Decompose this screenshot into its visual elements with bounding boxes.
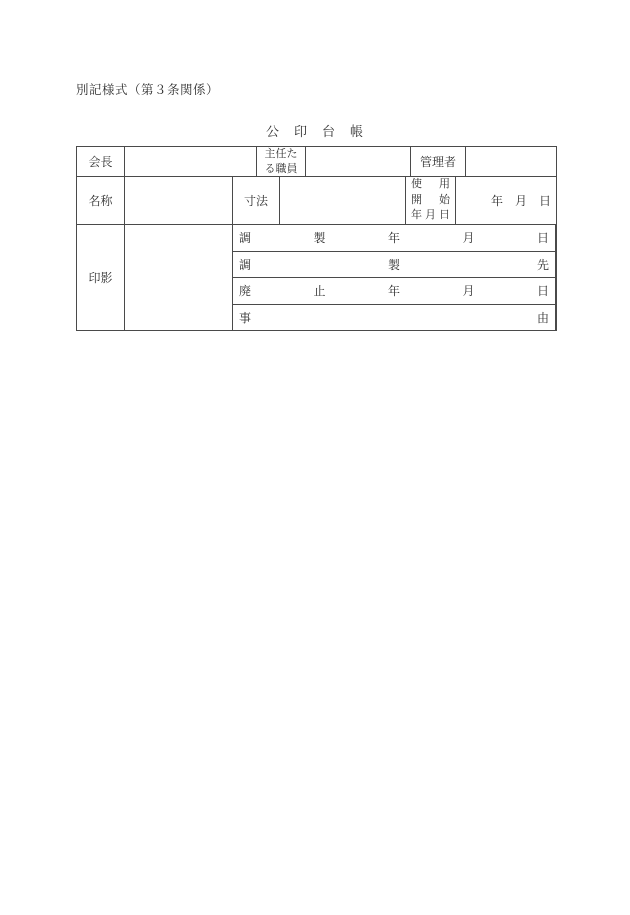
- manager-label-cell: 管理者: [411, 147, 466, 176]
- use-start-date-label-cell: [406, 177, 456, 224]
- use-start-label-line1: 使 用: [411, 178, 450, 191]
- chief-staff-value-cell: [306, 147, 411, 176]
- chief-staff-label-line2: る職員: [264, 162, 298, 175]
- use-start-date-value-cell: 年 月 日: [490, 194, 551, 208]
- chief-staff-label-line1: 主任た: [264, 148, 298, 161]
- seal-detail-column: [233, 225, 556, 330]
- header-row: [77, 147, 556, 177]
- document-title: 公 印 台 帳: [265, 124, 364, 139]
- reason-label-cell: 事 由: [233, 305, 556, 331]
- manager-value-cell: [466, 147, 556, 176]
- reason-row: [233, 305, 556, 331]
- seal-imprint-area: [125, 225, 233, 330]
- abolition-date-label-cell: 廃 止 年 月 日: [233, 278, 556, 304]
- seal-section: [77, 225, 556, 330]
- made-by-row: [233, 252, 556, 279]
- name-row: [77, 177, 556, 225]
- made-date-row: [233, 225, 556, 252]
- use-start-label-line3: 年 月 日: [411, 209, 450, 222]
- chairman-value-cell: [125, 147, 257, 176]
- seal-ledger-table: [76, 146, 557, 331]
- form-note: 別記様式（第３条関係）: [76, 83, 220, 97]
- chief-staff-label-cell: [257, 147, 306, 176]
- size-label-cell: 寸法: [233, 177, 280, 224]
- name-value-cell: [125, 177, 233, 224]
- chairman-label-cell: 会長: [77, 147, 125, 176]
- made-by-label-cell: 調 製 先: [233, 252, 556, 278]
- use-start-label-line2: 開 始: [411, 193, 450, 206]
- made-date-label-cell: 調 製 年 月 日: [233, 225, 556, 251]
- abolition-date-row: [233, 278, 556, 305]
- seal-imprint-label-cell: 印影: [77, 225, 125, 330]
- name-label-cell: 名称: [77, 177, 125, 224]
- size-value-cell: [280, 177, 406, 224]
